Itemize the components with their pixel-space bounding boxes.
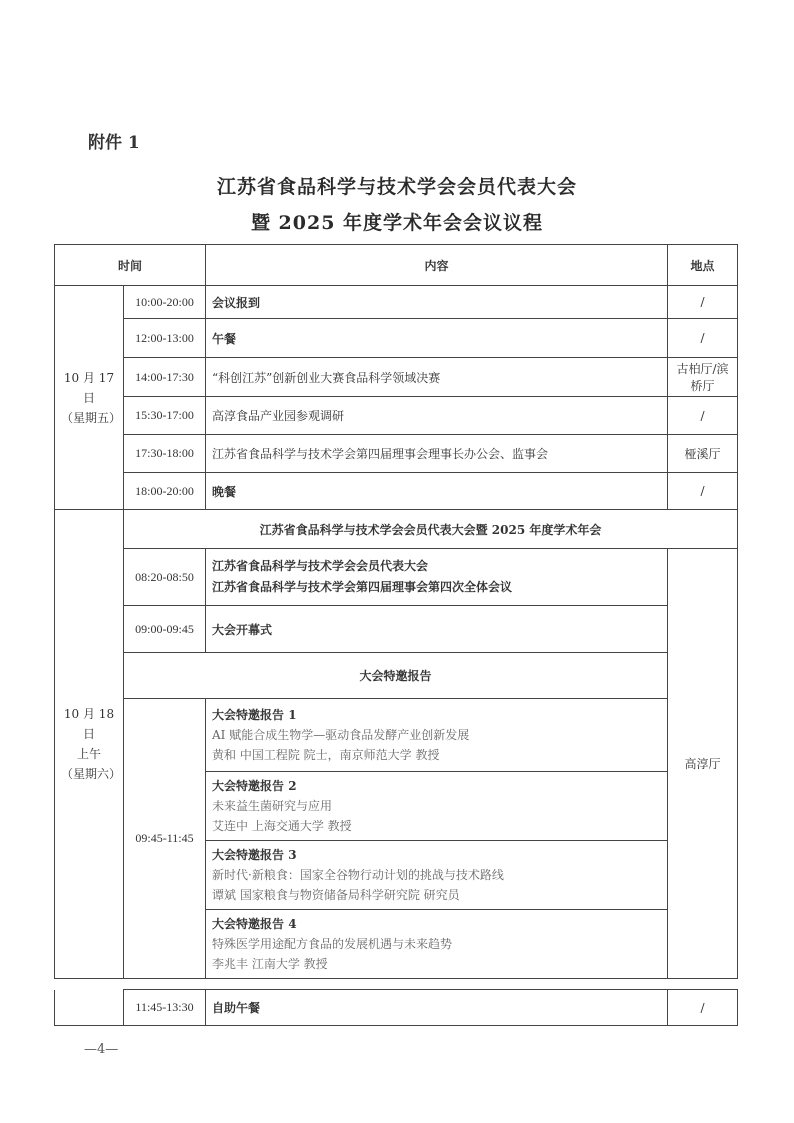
row-time: 15:30-17:00	[124, 397, 206, 435]
row-content: 会议报到	[206, 286, 668, 319]
document-title: 江苏省食品科学与技术学会会员代表大会	[216, 176, 577, 198]
row-location: 桠溪厅	[668, 435, 738, 473]
report-label: 大会特邀报告 1	[212, 708, 297, 722]
report-topic: 新时代·新粮食：国家全谷物行动计划的挑战与技术路线	[212, 868, 504, 882]
table-row	[55, 358, 738, 397]
table-row	[55, 510, 738, 549]
keynote-time: 09:45-11:45	[124, 699, 206, 979]
row-content: 大会开幕式	[206, 606, 668, 653]
row-content: 晚餐	[206, 473, 668, 510]
day2-weekday: （星期六）	[61, 767, 122, 781]
table-row	[55, 549, 738, 606]
row-location: 古柏厅/滨桥厅	[668, 358, 738, 397]
report-topic: 未来益生菌研究与应用	[212, 799, 333, 813]
table-row	[55, 606, 738, 653]
header-time: 时间	[55, 245, 206, 286]
day1-date: 10 月 17 日	[63, 370, 115, 405]
report-topic: 特殊医学用途配方食品的发展机遇与未来趋势	[212, 937, 453, 951]
session-line: 江苏省食品科学与技术学会会员代表大会	[212, 559, 429, 573]
row-content: 自助午餐	[206, 990, 668, 1026]
row-location: /	[668, 286, 738, 319]
table-row	[55, 653, 738, 699]
report-label: 大会特邀报告 2	[212, 779, 297, 793]
keynote-report	[206, 699, 668, 772]
day2-location: 高淳厅	[668, 549, 738, 979]
header-content: 内容	[206, 245, 668, 286]
report-label: 大会特邀报告 3	[212, 848, 297, 862]
row-content: 午餐	[206, 319, 668, 358]
day1-weekday: （星期五）	[61, 410, 122, 425]
table-row	[55, 473, 738, 510]
row-location: /	[668, 319, 738, 358]
report-speaker: 李兆丰 江南大学 教授	[212, 957, 328, 971]
row-content	[206, 549, 668, 606]
keynote-banner: 大会特邀报告	[124, 653, 668, 699]
table-row	[55, 435, 738, 473]
document-subtitle: 暨 2025 年度学术年会会议议程	[250, 212, 544, 234]
keynote-report	[206, 841, 668, 910]
conference-banner: 江苏省食品科学与技术学会会员代表大会暨 2025 年度学术年会	[124, 510, 738, 549]
day2-date: 10 月 18 日	[63, 707, 115, 741]
table-row	[55, 397, 738, 435]
report-speaker: 艾连中 上海交通大学 教授	[212, 819, 352, 833]
table-row	[55, 286, 738, 319]
agenda-table-tail	[54, 989, 738, 1026]
attachment-label: 附件 1	[88, 133, 140, 153]
report-topic: AI 赋能合成生物学—驱动食品发酵产业创新发展	[212, 728, 470, 742]
row-location: /	[668, 473, 738, 510]
day1-date-cell	[55, 286, 124, 510]
report-speaker: 黄和 中国工程院 院士，南京师范大学 教授	[212, 748, 440, 762]
row-location: /	[668, 990, 738, 1026]
row-content: “科创江苏”创新创业大赛食品科学领域决赛	[206, 358, 668, 397]
table-row	[55, 990, 738, 1026]
day2-date-cell-continued	[55, 990, 124, 1026]
row-time: 17:30-18:00	[124, 435, 206, 473]
row-content: 高淳食品产业园参观调研	[206, 397, 668, 435]
header-location: 地点	[668, 245, 738, 286]
table-row	[55, 699, 738, 772]
report-speaker: 谭斌 国家粮食与物资储备局科学研究院 研究员	[212, 888, 460, 902]
row-time: 12:00-13:00	[124, 319, 206, 358]
session-line: 江苏省食品科学与技术学会第四届理事会第四次全体会议	[212, 580, 513, 594]
row-location: /	[668, 397, 738, 435]
agenda-table	[54, 244, 738, 979]
row-time: 14:00-17:30	[124, 358, 206, 397]
day2-date-cell	[55, 510, 124, 979]
keynote-report	[206, 772, 668, 841]
keynote-report	[206, 910, 668, 979]
row-time: 08:20-08:50	[124, 549, 206, 606]
table-row	[55, 319, 738, 358]
row-content: 江苏省食品科学与技术学会第四届理事会理事长办公会、监事会	[206, 435, 668, 473]
table-header-row	[55, 245, 738, 286]
row-time: 18:00-20:00	[124, 473, 206, 510]
day2-period: 上午	[76, 747, 101, 761]
row-time: 10:00-20:00	[124, 286, 206, 319]
report-label: 大会特邀报告 4	[212, 917, 297, 931]
row-time: 11:45-13:30	[124, 990, 206, 1026]
row-time: 09:00-09:45	[124, 606, 206, 653]
page-number: —4—	[84, 1042, 119, 1057]
